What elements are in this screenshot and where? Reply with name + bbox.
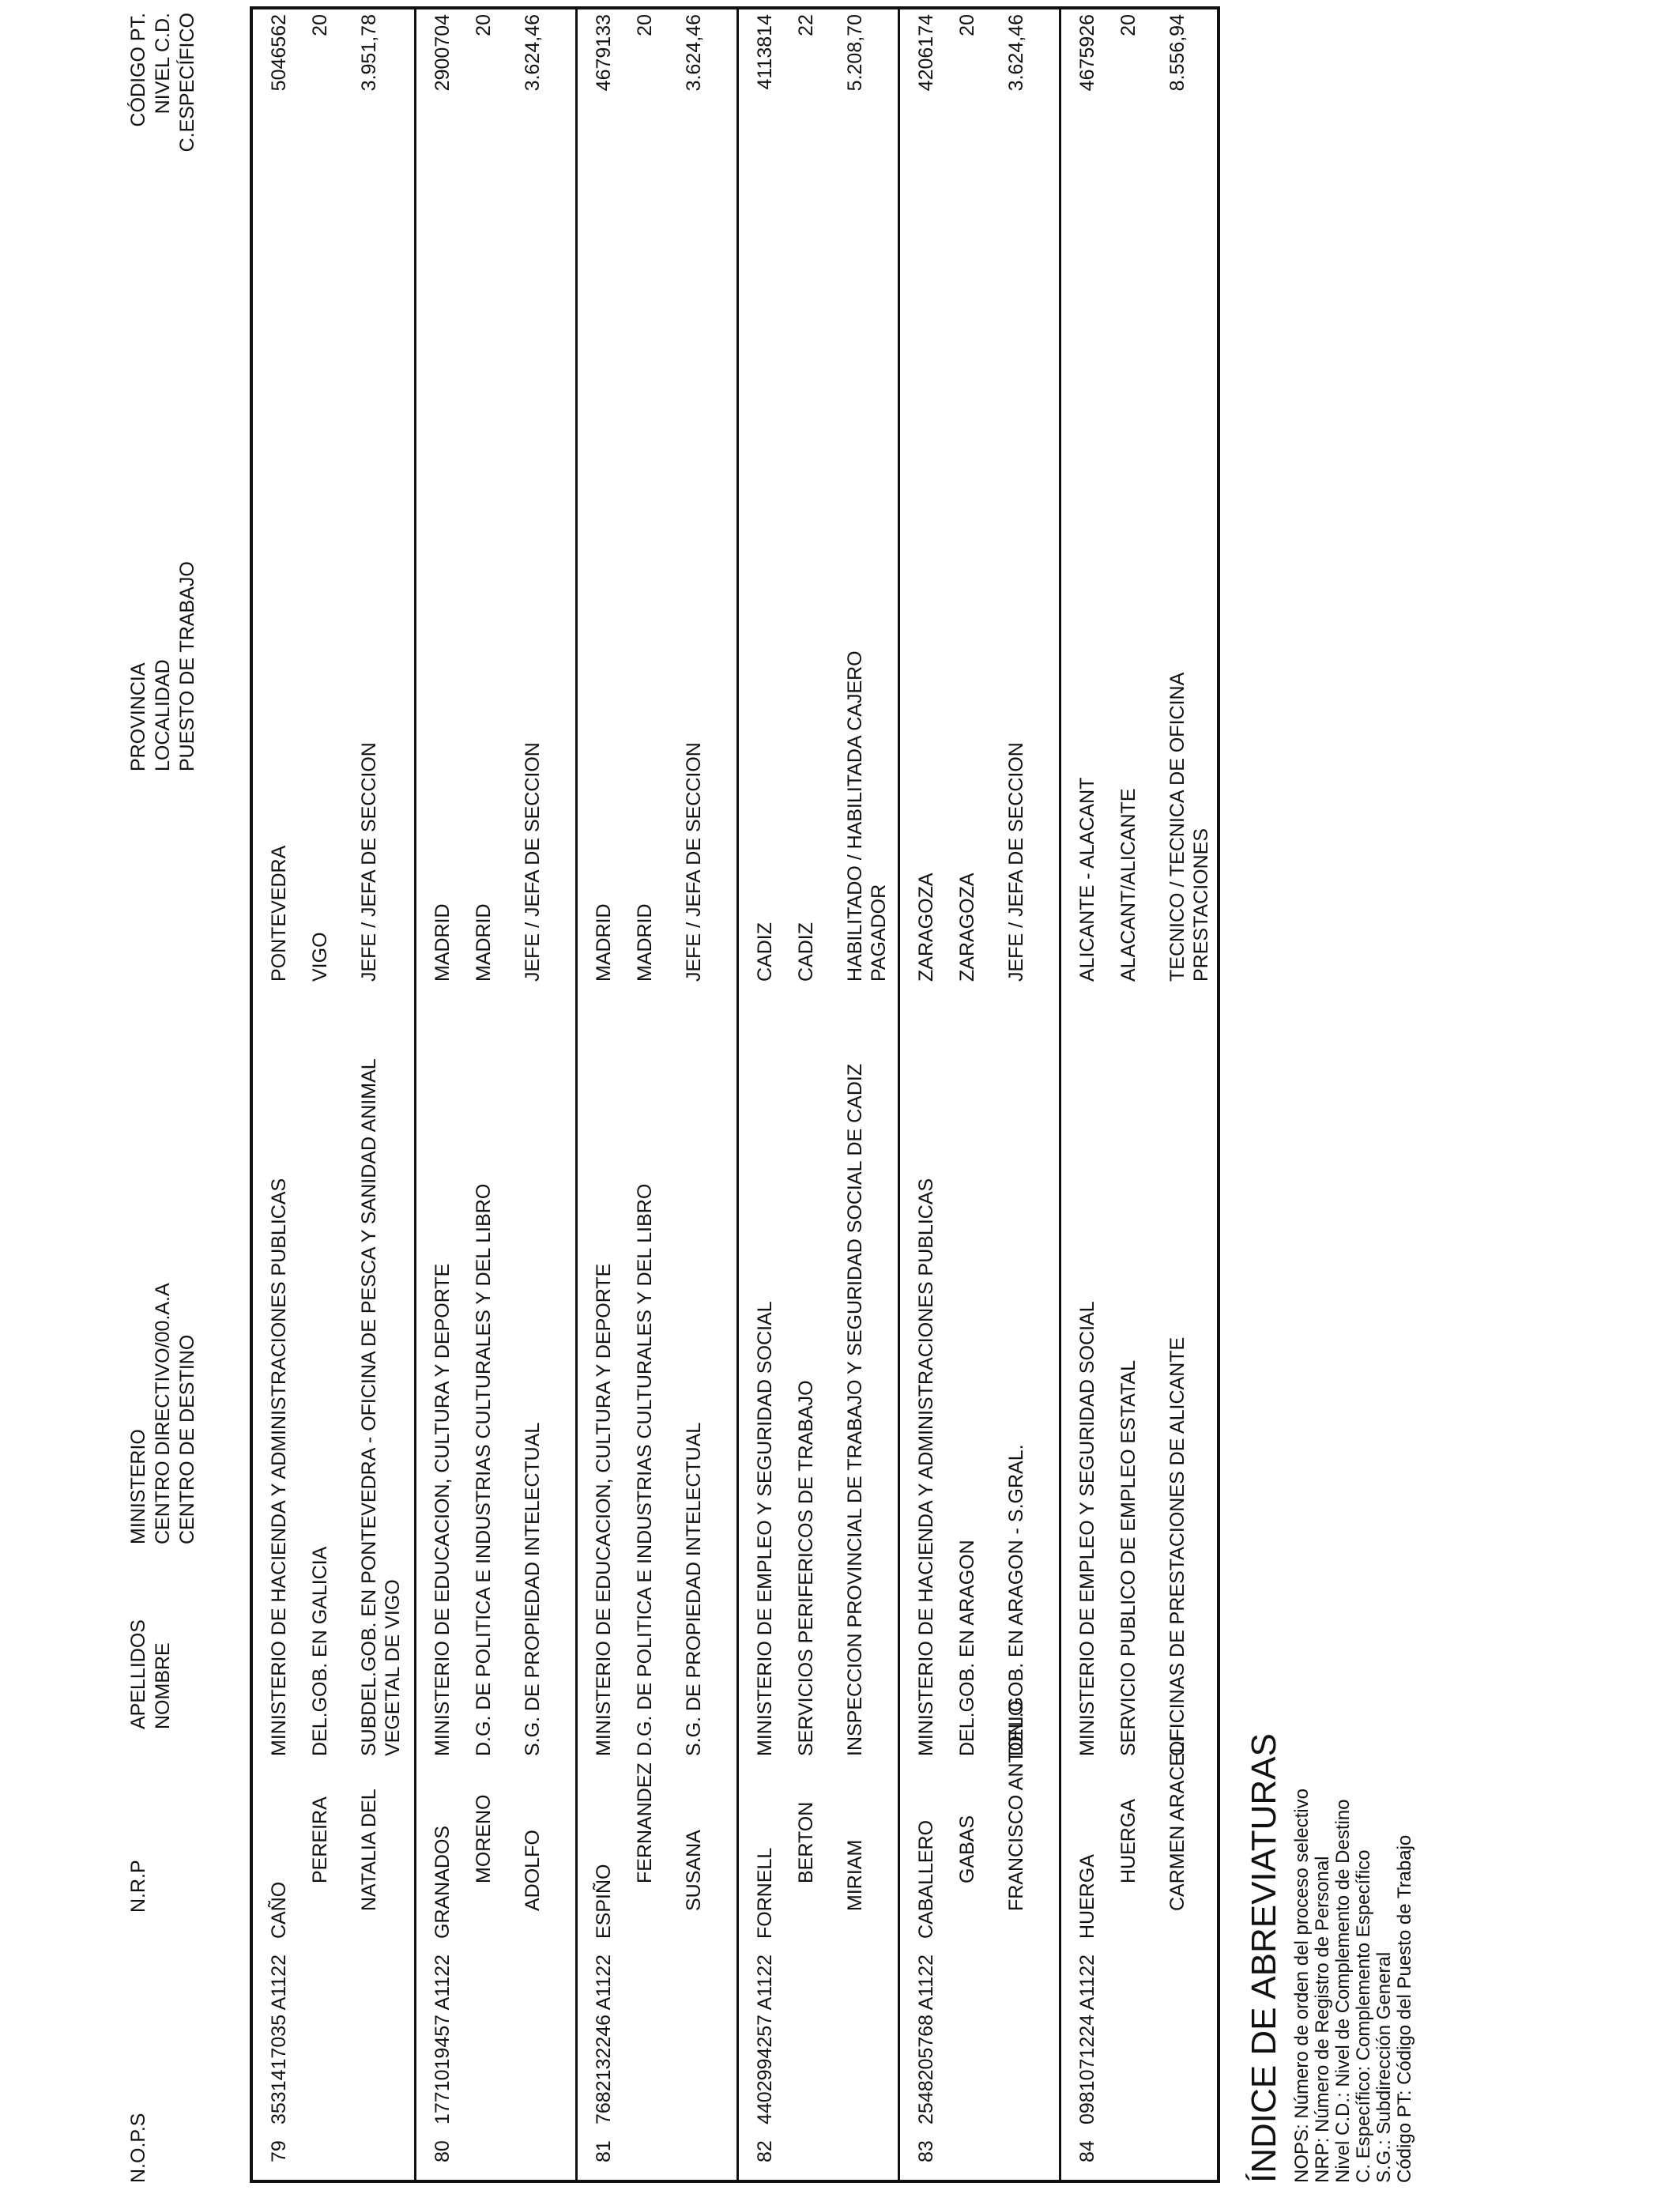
row-code-line: 5.208,70 xyxy=(844,14,866,92)
row-center-line: SUBDEL.GOB. EN PONTEVEDRA - OFICINA DE PESCA Y SANIDAD ANIMAL VEGETAL DE VIGO xyxy=(358,1059,404,1756)
row-center-line: SERVICIO PUBLICO DE EMPLEO ESTATAL xyxy=(1117,1359,1139,1756)
row-name-line: PEREIRA xyxy=(309,1796,331,1883)
row-code-line: 4113814 xyxy=(754,14,776,90)
header-nombre: NOMBRE xyxy=(152,1642,174,1729)
row-center-line: MINISTERIO DE HACIENDA Y ADMINISTRACIONES PUBLICAS xyxy=(915,1178,937,1756)
header-nops xyxy=(126,2113,151,2183)
legend-title: ÍNDICE DE ABREVIATURAS xyxy=(1245,1733,1283,2183)
row-center-line: OFICINAS DE PRESTACIONES DE ALICANTE xyxy=(1166,1336,1188,1756)
row-place-line: JEFE / JEFA DE SECCION xyxy=(358,742,380,982)
row-nops: 80 xyxy=(431,2140,454,2162)
row-code-line: 4206174 xyxy=(915,14,937,92)
legend-list xyxy=(1292,1789,1415,2183)
row-center-line: DEL.GOB. EN ARAGON xyxy=(956,1540,978,1756)
row-name-line: CARMEN ARACELI xyxy=(1166,1736,1188,1911)
row-nops: 84 xyxy=(1076,2140,1098,2162)
header-especifico: C.ESPECÍFICO xyxy=(176,13,198,153)
row-name-line: CABALLERO xyxy=(915,1819,937,1939)
table-row xyxy=(253,9,414,2180)
header-localidad: LOCALIDAD xyxy=(152,659,174,771)
row-place-line: ZARAGOZA xyxy=(956,873,978,982)
row-place-line: ALACANT/ALICANTE xyxy=(1117,788,1139,982)
row-place-line: MADRID xyxy=(473,903,495,982)
row-nrp: 4402994257 A1122 xyxy=(754,1954,776,2124)
legend-item: Nivel C.D.: Nivel de Complemento de Destino xyxy=(1332,1799,1354,2183)
row-code-line: 20 xyxy=(1117,14,1139,36)
row-place-line: MADRID xyxy=(634,903,656,982)
legend-item: Código PT: Código del Puesto de Trabajo xyxy=(1394,1834,1415,2183)
row-center-line: MINISTERIO DE EMPLEO Y SEGURIDAD SOCIAL xyxy=(1076,1301,1098,1756)
row-code-line: 20 xyxy=(473,14,495,36)
header-nivel-cd: NIVEL C.D. xyxy=(152,13,174,115)
table-row xyxy=(1059,9,1222,2180)
row-name-line: FERNANDEZ xyxy=(634,1762,656,1883)
row-code-line: 2900704 xyxy=(431,14,454,92)
row-center-line: MINISTERIO DE EDUCACION, CULTURA Y DEPORTE xyxy=(593,1263,615,1756)
row-center-line: MINISTERIO DE EMPLEO Y SEGURIDAD SOCIAL xyxy=(754,1301,776,1756)
row-name-line: FORNELL xyxy=(754,1847,776,1939)
row-center-line: MINISTERIO DE EDUCACION, CULTURA Y DEPORTE xyxy=(431,1263,454,1756)
row-center-line: S.G. DE PROPIEDAD INTELECTUAL xyxy=(683,1422,705,1756)
row-nrp: 3531417035 A1122 xyxy=(268,1954,290,2124)
header-ministerio: MINISTERIO xyxy=(127,1429,149,1544)
row-center-line: D.G. DE POLITICA E INDUSTRIAS CULTURALES Y DEL LIBRO xyxy=(634,1183,656,1756)
row-place-line: JEFE / JEFA DE SECCION xyxy=(522,742,544,982)
row-place-line: TECNICO / TECNICA DE OFICINA PRESTACIONES xyxy=(1166,673,1212,982)
header-nrp xyxy=(126,1860,151,1913)
row-name-line: CAÑO xyxy=(268,1881,290,1939)
header-provincia: PROVINCIA xyxy=(127,662,149,771)
header-provincia-localidad-puesto xyxy=(126,561,200,771)
row-nops: 79 xyxy=(268,2140,290,2162)
row-nops: 82 xyxy=(754,2140,776,2162)
row-code-line: 20 xyxy=(634,14,656,36)
header-apellidos: APELLIDOS xyxy=(127,1619,149,1729)
row-code-line: 8.556,94 xyxy=(1166,14,1188,92)
row-nrp: 1771019457 A1122 xyxy=(431,1954,454,2124)
row-place-line: HABILITADO / HABILITADA CAJERO PAGADOR xyxy=(844,650,890,982)
results-table xyxy=(250,6,1220,2183)
legend-item: S.G.: Subdirección General xyxy=(1373,1951,1395,2183)
row-place-line: CADIZ xyxy=(795,922,817,982)
header-puesto: PUESTO DE TRABAJO xyxy=(176,561,198,771)
row-place-line: ALICANTE - ALACANT xyxy=(1076,777,1098,982)
row-name-line: HUERGA xyxy=(1076,1854,1098,1939)
row-center-line: S.G. DE PROPIEDAD INTELECTUAL xyxy=(522,1422,544,1756)
row-center-line: DEL.GOB. EN ARAGON - S.GRAL. xyxy=(1005,1444,1027,1756)
row-name-line: SUSANA xyxy=(683,1830,705,1911)
header-centro-directivo: CENTRO DIRECTIVO/00.A.A xyxy=(152,1283,174,1544)
row-code-line: 20 xyxy=(309,14,331,36)
header-nops-label: N.O.P.S xyxy=(127,2113,149,2183)
table-row xyxy=(414,9,578,2180)
row-name-line: HUERGA xyxy=(1117,1799,1139,1883)
header-codigo-nivel-especifico xyxy=(126,13,200,202)
row-name-line: MORENO xyxy=(473,1794,495,1883)
row-nrp: 7682132246 A1122 xyxy=(593,1954,615,2124)
row-nops: 81 xyxy=(593,2140,615,2162)
row-name-line: NATALIA DEL xyxy=(358,1789,380,1911)
row-center-line: D.G. DE POLITICA E INDUSTRIAS CULTURALES Y DEL LIBRO xyxy=(473,1183,495,1756)
row-center-line: MINISTERIO DE HACIENDA Y ADMINISTRACIONES PUBLICAS xyxy=(268,1178,290,1756)
row-place-line: PONTEVEDRA xyxy=(268,845,290,982)
row-nops: 83 xyxy=(915,2140,937,2162)
row-name-line: MIRIAM xyxy=(844,1839,866,1911)
row-name-line: FRANCISCO ANTONIO xyxy=(1005,1700,1027,1911)
legend-item: C. Específico: Complemento Específico xyxy=(1353,1849,1374,2183)
row-code-line: 3.951,78 xyxy=(358,14,380,92)
row-code-line: 5046562 xyxy=(268,14,290,92)
row-name-line: GABAS xyxy=(956,1815,978,1883)
row-nrp: 0981071224 A1122 xyxy=(1076,1954,1098,2124)
row-name-line: GRANADOS xyxy=(431,1825,454,1939)
row-name-line: ESPIÑO xyxy=(593,1864,615,1939)
row-center-line: DEL.GOB. EN GALICIA xyxy=(309,1546,331,1756)
header-centro-destino: CENTRO DE DESTINO xyxy=(176,1334,198,1544)
row-code-line: 4675926 xyxy=(1076,14,1098,92)
row-center-line: INSPECCION PROVINCIAL DE TRABAJO Y SEGURIDAD SOCIAL DE CADIZ xyxy=(844,1063,866,1756)
legend-item: NOPS: Número de orden del proceso selectivo xyxy=(1291,1789,1313,2183)
row-code-line: 3.624,46 xyxy=(683,14,705,92)
row-nrp: 2548205768 A1122 xyxy=(915,1954,937,2124)
row-place-line: MADRID xyxy=(431,903,454,982)
legend-item: NRP: Número de Registro de Personal xyxy=(1312,1856,1333,2183)
row-code-line: 3.624,46 xyxy=(1005,14,1027,92)
header-nrp-label: N.R.P xyxy=(127,1860,149,1913)
header-apellidos-nombre xyxy=(126,1619,175,1729)
table-row xyxy=(736,9,900,2180)
row-place-line: JEFE / JEFA DE SECCION xyxy=(1005,742,1027,982)
row-place-line: VIGO xyxy=(309,932,331,982)
table-row xyxy=(575,9,739,2180)
row-place-line: ZARAGOZA xyxy=(915,873,937,982)
row-center-line: SERVICIOS PERIFERICOS DE TRABAJO xyxy=(795,1380,817,1756)
row-place-line: JEFE / JEFA DE SECCION xyxy=(683,742,705,982)
abbreviations-legend xyxy=(1245,1733,1415,2183)
row-name-line: BERTON xyxy=(795,1801,817,1883)
row-place-line: MADRID xyxy=(593,903,615,982)
header-ministerio-centro xyxy=(126,1283,200,1544)
row-code-line: 4679133 xyxy=(593,14,615,92)
row-place-line: CADIZ xyxy=(754,922,776,982)
row-code-line: 22 xyxy=(795,14,817,36)
row-code-line: 20 xyxy=(956,14,978,36)
row-code-line: 3.624,46 xyxy=(522,14,544,92)
row-name-line: ADOLFO xyxy=(522,1830,544,1911)
header-codigo-pt: CÓDIGO PT. xyxy=(127,13,149,127)
table-row xyxy=(898,9,1061,2180)
